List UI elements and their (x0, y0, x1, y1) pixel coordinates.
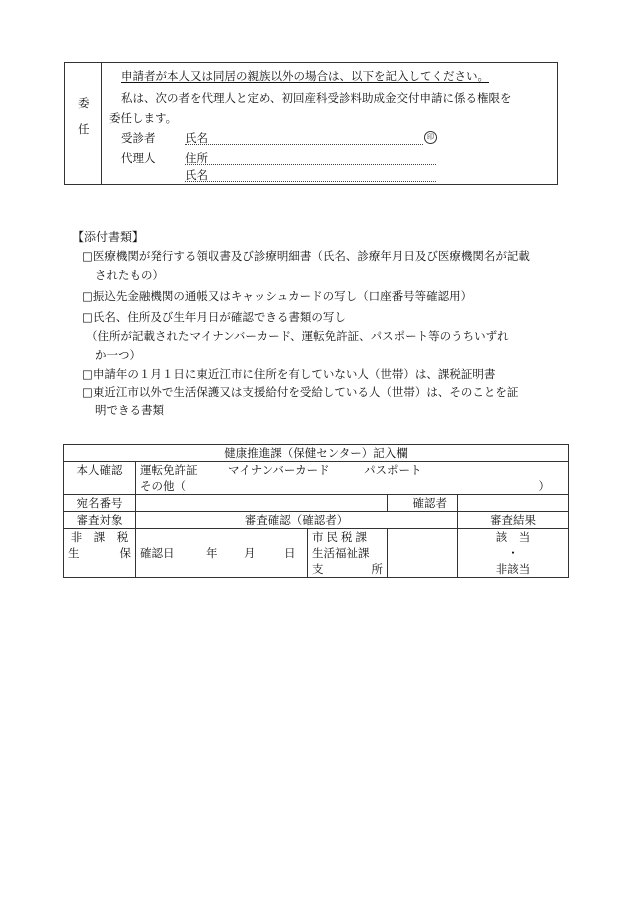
delegation-text-line2: 委任します。 (109, 111, 178, 125)
attachment-item-3-text: 氏名、住所及び生年月日が確認できる書類の写し (92, 310, 346, 324)
dept-branch-2: 所 (371, 562, 383, 576)
delegation-label-2: 任 (78, 122, 90, 136)
attachment-item-5-cont: 明できる書類 (95, 403, 164, 417)
year-label: 年 (206, 546, 218, 560)
target-welfare (68, 545, 131, 561)
result-not-applicable[interactable]: 非該当 (495, 562, 531, 576)
addressee-no-field[interactable] (136, 495, 388, 512)
review-result-cell (458, 529, 569, 578)
delegation-divider (101, 63, 102, 184)
patient-name-field[interactable] (185, 144, 423, 145)
attachment-item-3-cont2: か一つ） (95, 348, 141, 362)
attachment-item-4 (82, 366, 495, 382)
identity-label: 本人確認 (64, 462, 136, 495)
review-target-cell (64, 529, 136, 578)
dept-branch (312, 561, 383, 577)
attachment-item-5-text: 東近江市以外で生活保護又は支援給付を受給している人（世帯）は、そのことを証 (92, 385, 519, 399)
result-dot: ・ (507, 546, 519, 560)
confirm-date-cell[interactable] (136, 529, 308, 578)
review-confirm-label: 審査確認（確認者） (136, 512, 458, 529)
attachment-item-3 (82, 309, 346, 325)
dept-tax: 市民税課 (312, 530, 370, 544)
checkbox-icon[interactable]: □ (82, 385, 93, 399)
agent-address-field[interactable] (185, 164, 436, 165)
delegation-box (64, 62, 558, 185)
review-result-label: 審査結果 (458, 512, 569, 529)
identity-other-close: ） (538, 479, 551, 493)
target-welfare-1: 生 (68, 546, 80, 560)
attachment-item-1-text: 医療機関が発行する領収書及び診療明細書（氏名、診療年月日及び医療機関名が記載 (92, 249, 530, 263)
dept-cell (308, 529, 388, 578)
agent-name-label: 氏名 (185, 168, 208, 182)
checkbox-icon[interactable]: □ (82, 310, 93, 324)
attachment-item-1 (82, 248, 530, 264)
dept-welfare: 生活福祉課 (312, 546, 370, 560)
attachment-item-1-cont: されたもの） (95, 268, 164, 282)
checkbox-icon[interactable]: □ (82, 367, 93, 381)
confirmer-field[interactable] (458, 495, 569, 512)
attachments-title: 【添付書類】 (72, 230, 145, 244)
day-label: 日 (284, 546, 296, 560)
office-title: 健康推進課（保健センター）記入欄 (64, 445, 569, 462)
delegation-label-1: 委 (78, 96, 90, 110)
dept-signature-cell[interactable] (388, 529, 458, 578)
review-target-label: 審査対象 (64, 512, 136, 529)
delegation-notice: 申請者が本人又は同居の親族以外の場合は、以下を記入してください。 (121, 69, 489, 83)
patient-name-label: 氏名 (185, 131, 208, 145)
month-label: 月 (244, 546, 256, 560)
target-tax-exempt: 非 課 税 (70, 530, 129, 544)
result-applicable[interactable]: 該 当 (495, 530, 531, 544)
seal-mark-icon: 印 (424, 131, 437, 144)
identity-passport[interactable]: パスポート (364, 463, 422, 477)
attachment-item-2-text: 振込先金融機関の通帳又はキャッシュカードの写し（口座番号等確認用） (92, 289, 473, 303)
attachment-item-3-cont: （住所が記載されたマイナンバーカード、運転免許証、パスポート等のうちいずれ (86, 329, 509, 343)
confirmer-label: 確認者 (388, 495, 458, 512)
agent-address-label: 住所 (185, 151, 208, 165)
identity-other[interactable]: その他（ (140, 479, 186, 493)
delegation-text-line1: 私は、次の者を代理人と定め、初回産科受診料助成金交付申請に係る権限を (121, 91, 512, 105)
checkbox-icon[interactable]: □ (82, 289, 93, 303)
attachment-item-2 (82, 288, 472, 304)
attachment-item-5 (82, 384, 518, 400)
addressee-no-label: 宛名番号 (64, 495, 136, 512)
agent-label: 代理人 (121, 151, 156, 165)
agent-name-field[interactable] (185, 181, 436, 182)
office-use-table (63, 444, 569, 578)
target-welfare-2: 保 (119, 546, 131, 560)
identity-options (136, 462, 569, 495)
identity-mynumber[interactable]: マイナンバーカード (228, 463, 330, 477)
attachment-item-4-text: 申請年の１月１日に東近江市に住所を有していない人（世帯）は、課税証明書 (92, 367, 496, 381)
checkbox-icon[interactable]: □ (82, 249, 93, 263)
identity-license[interactable]: 運転免許証 (140, 463, 198, 477)
dept-branch-1: 支 (312, 562, 324, 576)
confirm-date-label: 確認日 (140, 546, 175, 560)
patient-label: 受診者 (121, 131, 156, 145)
